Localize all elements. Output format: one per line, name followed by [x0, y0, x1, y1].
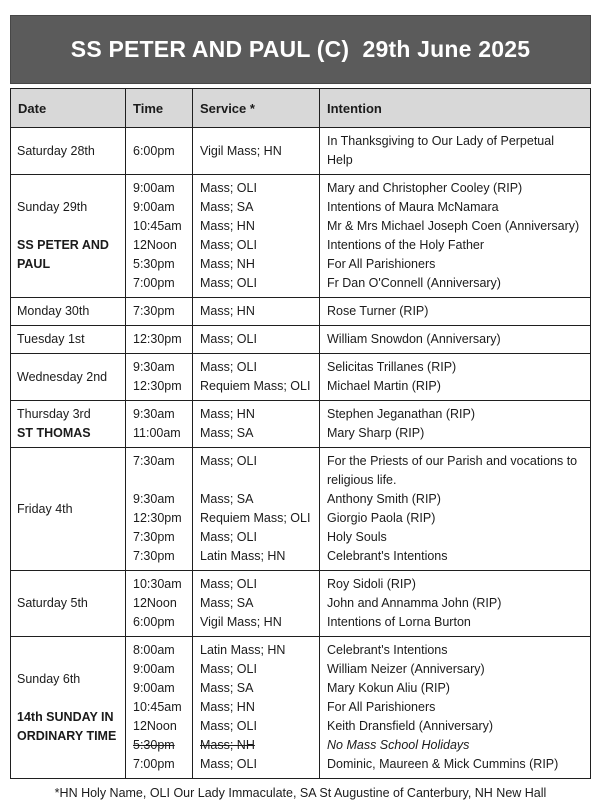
time-cell: [126, 448, 193, 490]
intention-cell: [320, 613, 590, 636]
service-cell-text: Mass; SA: [200, 596, 254, 610]
service-cell: [193, 175, 320, 198]
intention-cell-text: For All Parishioners: [327, 700, 436, 714]
time-cell: [126, 198, 193, 217]
schedule-body: [11, 127, 590, 778]
intention-cell: [320, 637, 590, 660]
intention-cell-text: Mary and Christopher Cooley (RIP): [327, 181, 523, 195]
service-cell-text: Requiem Mass; OLI: [200, 511, 311, 525]
schedule-entry: [126, 255, 590, 274]
intention-cell-text: Intentions of Maura McNamara: [327, 200, 499, 214]
abbreviation-key: *HN Holy Name, OLI Our Lady Immaculate, SA St Augustine of Canterbury, NH New Hall: [54, 786, 547, 800]
schedule-entry: [126, 236, 590, 255]
intention-cell: [320, 594, 590, 613]
column-header-time: Time: [126, 89, 193, 127]
intention-cell-text: William Snowdon (Anniversary): [327, 332, 501, 346]
date-cell: [11, 298, 126, 325]
time-cell-text: 12:30pm: [133, 379, 182, 393]
schedule-entry: [126, 274, 590, 297]
time-cell: [126, 401, 193, 424]
time-cell-text: 12:30pm: [133, 511, 182, 525]
intention-cell: [320, 424, 590, 447]
service-cell-text: Vigil Mass; HN: [200, 143, 282, 158]
service-cell: [193, 448, 320, 490]
intention-cell-text: Michael Martin (RIP): [327, 379, 441, 393]
intention-cell: [320, 128, 590, 174]
time-cell: [126, 236, 193, 255]
entries-group: [126, 298, 590, 325]
time-cell: [126, 660, 193, 679]
date-label: Thursday 3rd: [17, 407, 91, 421]
intention-cell: [320, 490, 590, 509]
service-cell: [193, 354, 320, 377]
intention-cell: [320, 547, 590, 570]
intention-cell: [320, 377, 590, 400]
column-header-intention: Intention: [327, 101, 382, 116]
time-cell: [126, 613, 193, 636]
date-sublabel: ST THOMAS: [17, 426, 91, 440]
schedule-entry: [126, 448, 590, 490]
entries-group: [126, 326, 590, 353]
intention-cell-text: Intentions of Lorna Burton: [327, 615, 471, 629]
date-cell: [11, 354, 126, 400]
time-cell-text: 8:00am: [133, 643, 175, 657]
mass-schedule-table: [10, 88, 591, 779]
table-row: [11, 636, 590, 778]
time-cell: [126, 528, 193, 547]
time-cell-text: 12:30pm: [133, 332, 182, 346]
service-cell: [193, 679, 320, 698]
service-cell-text: Mass; OLI: [200, 181, 257, 195]
time-cell-text: 7:30pm: [133, 530, 175, 544]
intention-cell: [320, 198, 590, 217]
date-cell: [11, 401, 126, 447]
schedule-entry: [126, 698, 590, 717]
service-cell-text: Mass; SA: [200, 426, 254, 440]
schedule-entry: [126, 509, 590, 528]
intention-cell-text: For the Priests of our Parish and vocations to religious life.: [327, 454, 578, 487]
time-cell-text: 9:30am: [133, 407, 175, 421]
service-cell-text: Mass; SA: [200, 681, 254, 695]
intention-cell-text: Selicitas Trillanes (RIP): [327, 360, 457, 374]
time-cell-text: 6:00pm: [133, 143, 175, 158]
service-cell: [193, 509, 320, 528]
schedule-entry: [126, 198, 590, 217]
date-label: Friday 4th: [17, 501, 73, 516]
date-cell: [11, 571, 126, 636]
time-cell-text: 12Noon: [133, 596, 177, 610]
schedule-entry: [126, 594, 590, 613]
schedule-entry: [126, 490, 590, 509]
service-cell-text: Mass; OLI: [200, 276, 257, 290]
service-cell: [193, 594, 320, 613]
service-cell-text: Latin Mass; HN: [200, 549, 286, 563]
intention-cell: [320, 298, 590, 325]
service-cell-text: Mass; HN: [200, 219, 255, 233]
service-cell: [193, 660, 320, 679]
service-cell: [193, 326, 320, 353]
entries-group: [126, 401, 590, 447]
time-cell-text: 9:00am: [133, 681, 175, 695]
intention-cell-text: Celebrant's Intentions: [327, 549, 448, 563]
time-cell: [126, 217, 193, 236]
service-cell: [193, 613, 320, 636]
time-cell: [126, 698, 193, 717]
date-sublabel: SS PETER AND PAUL: [17, 238, 109, 271]
intention-cell: [320, 698, 590, 717]
date-label: Saturday 28th: [17, 143, 95, 158]
schedule-entry: [126, 175, 590, 198]
schedule-entry: [126, 528, 590, 547]
intention-cell: [320, 354, 590, 377]
service-cell-text: Mass; OLI: [200, 454, 257, 468]
time-cell-text: 11:00am: [133, 426, 181, 440]
intention-cell-text: Stephen Jeganathan (RIP): [327, 407, 476, 421]
service-cell-text: Mass; OLI: [200, 238, 257, 252]
intention-cell: [320, 509, 590, 528]
intention-cell-text: Mary Sharp (RIP): [327, 426, 425, 440]
intention-cell: [320, 255, 590, 274]
date-label: Wednesday 2nd: [17, 369, 108, 384]
service-cell-text: Mass; HN: [200, 407, 255, 421]
table-row: [11, 447, 590, 570]
schedule-entry: [126, 424, 590, 447]
time-cell: [126, 490, 193, 509]
date-cell: [11, 637, 126, 778]
service-cell-text: Mass; SA: [200, 492, 254, 506]
table-row: [11, 570, 590, 636]
service-cell-text: Mass; OLI: [200, 757, 257, 771]
time-cell: [126, 547, 193, 570]
time-cell: [126, 326, 193, 353]
service-cell-text: Mass; NH: [200, 257, 255, 271]
service-cell: [193, 547, 320, 570]
table-row: [11, 325, 590, 353]
schedule-entry: [126, 755, 590, 778]
schedule-entry: [126, 354, 590, 377]
service-cell: [193, 490, 320, 509]
time-cell: [126, 679, 193, 698]
time-cell: [126, 637, 193, 660]
service-cell-text: Mass; OLI: [200, 719, 257, 733]
date-cell: [11, 128, 126, 174]
schedule-entry: [126, 736, 590, 755]
service-cell-text: Mass; HN: [200, 700, 255, 714]
date-label: Sunday 6th: [17, 671, 81, 686]
date-label: Monday 30th: [17, 304, 90, 318]
service-cell: [193, 255, 320, 274]
time-cell-text: 5:30pm: [133, 257, 175, 271]
intention-cell: [320, 528, 590, 547]
intention-cell-text: William Neizer (Anniversary): [327, 662, 485, 676]
schedule-entry: [126, 326, 590, 353]
schedule-entry: [126, 571, 590, 594]
service-cell: [193, 637, 320, 660]
table-row: [11, 400, 590, 447]
intention-cell: [320, 326, 590, 353]
intention-cell: [320, 236, 590, 255]
time-cell: [126, 594, 193, 613]
service-cell: [193, 217, 320, 236]
intention-cell-text: Holy Souls: [327, 530, 387, 544]
date-label: Sunday 29th: [17, 200, 88, 214]
service-cell-text: Mass; OLI: [200, 332, 257, 346]
intention-cell-text: Roy Sidoli (RIP): [327, 577, 416, 591]
intention-cell-text: In Thanksgiving to Our Lady of Perpetual Help: [327, 134, 554, 167]
service-cell-text: Mass; OLI: [200, 360, 257, 374]
schedule-entry: [126, 298, 590, 325]
table-row: [11, 174, 590, 297]
schedule-entry: [126, 679, 590, 698]
time-cell-text: 5:30pm: [133, 738, 175, 752]
schedule-entry: [126, 637, 590, 660]
intention-cell-text: Rose Turner (RIP): [327, 304, 429, 318]
schedule-entry: [126, 377, 590, 400]
intention-cell-text: Celebrant's Intentions: [327, 643, 448, 657]
service-cell-text: Mass; OLI: [200, 530, 257, 544]
schedule-entry: [126, 613, 590, 636]
date-label: Saturday 5th: [17, 596, 88, 610]
service-cell-text: Mass; OLI: [200, 577, 257, 591]
intention-cell: [320, 660, 590, 679]
schedule-entry: [126, 547, 590, 570]
entries-group: [126, 571, 590, 636]
date-cell: [11, 448, 126, 570]
intention-cell-text: Intentions of the Holy Father: [327, 238, 485, 252]
table-row: [11, 353, 590, 400]
service-cell: [193, 236, 320, 255]
time-cell-text: 12Noon: [133, 719, 177, 733]
service-cell: [193, 298, 320, 325]
service-cell: [193, 424, 320, 447]
time-cell: [126, 717, 193, 736]
service-cell: [193, 717, 320, 736]
date-cell: [11, 326, 126, 353]
date-label: Tuesday 1st: [17, 332, 85, 346]
service-cell: [193, 377, 320, 400]
intention-cell-text: John and Annamma John (RIP): [327, 596, 502, 610]
service-cell: [193, 401, 320, 424]
service-cell-text: Vigil Mass; HN: [200, 615, 282, 629]
time-cell-text: 9:00am: [133, 181, 175, 195]
date-sublabel: 14th SUNDAY IN ORDINARY TIME: [17, 709, 117, 743]
time-cell-text: 6:00pm: [133, 615, 175, 629]
intention-cell-text: Giorgio Paola (RIP): [327, 511, 436, 525]
service-cell-text: Mass; NH: [200, 738, 255, 752]
schedule-entry: [126, 401, 590, 424]
time-cell: [126, 255, 193, 274]
table-row: [11, 297, 590, 325]
table-row: [11, 127, 590, 174]
intention-cell-text: Dominic, Maureen & Mick Cummins (RIP): [327, 757, 559, 771]
intention-cell-text: Anthony Smith (RIP): [327, 492, 441, 506]
intention-cell: [320, 755, 590, 778]
schedule-entry: [126, 660, 590, 679]
intention-cell-text: Mary Kokun Aliu (RIP): [327, 681, 450, 695]
entries-group: [126, 354, 590, 400]
time-cell-text: 10:45am: [133, 700, 182, 714]
intention-cell: [320, 571, 590, 594]
entries-group: [126, 448, 590, 570]
time-cell-text: 7:30pm: [133, 549, 175, 563]
time-cell-text: 9:30am: [133, 360, 175, 374]
time-cell-text: 7:30pm: [133, 304, 175, 318]
intention-cell: [320, 736, 590, 755]
time-cell: [126, 755, 193, 778]
time-cell: [126, 175, 193, 198]
intention-cell: [320, 175, 590, 198]
time-cell: [126, 128, 193, 174]
time-cell: [126, 424, 193, 447]
column-header-service: Service *: [193, 89, 320, 127]
time-cell-text: 9:00am: [133, 662, 175, 676]
intention-cell-text: Keith Dransfield (Anniversary): [327, 719, 494, 733]
service-cell-text: Mass; OLI: [200, 662, 257, 676]
date-cell: [11, 175, 126, 297]
time-cell-text: 10:30am: [133, 577, 182, 591]
service-cell: [193, 755, 320, 778]
service-cell: [193, 274, 320, 297]
entries-group: [126, 175, 590, 297]
service-cell-text: Requiem Mass; OLI: [200, 379, 311, 393]
intention-cell: [320, 679, 590, 698]
entries-group: [126, 128, 590, 174]
intention-cell: [320, 401, 590, 424]
time-cell-text: 9:00am: [133, 200, 175, 214]
intention-cell-text: Fr Dan O'Connell (Anniversary): [327, 276, 501, 290]
service-cell-text: Mass; SA: [200, 200, 254, 214]
entries-group: [126, 637, 590, 778]
service-cell-text: Mass; HN: [200, 304, 255, 318]
time-cell: [126, 571, 193, 594]
service-cell: [193, 198, 320, 217]
time-cell: [126, 274, 193, 297]
service-cell: [193, 571, 320, 594]
time-cell-text: 10:45am: [133, 219, 182, 233]
schedule-entry: [126, 217, 590, 236]
time-cell-text: 9:30am: [133, 492, 175, 506]
intention-cell-text: For All Parishioners: [327, 257, 436, 271]
intention-cell: [320, 274, 590, 297]
time-cell-text: 7:30am: [133, 454, 175, 468]
service-cell: [193, 698, 320, 717]
service-cell: [193, 128, 320, 174]
service-cell-text: Latin Mass; HN: [200, 643, 286, 657]
schedule-entry: [126, 128, 590, 174]
page-title: SS PETER AND PAUL (C) 29th June 2025: [10, 15, 591, 84]
column-header-date: Date: [11, 89, 126, 127]
intention-cell: [320, 217, 590, 236]
schedule-entry: [126, 717, 590, 736]
time-cell-text: 7:00pm: [133, 757, 175, 771]
time-cell: [126, 354, 193, 377]
service-cell: [193, 528, 320, 547]
intention-cell: [320, 448, 590, 490]
time-cell: [126, 509, 193, 528]
time-cell: [126, 298, 193, 325]
service-cell: [193, 736, 320, 755]
time-cell: [126, 377, 193, 400]
intention-cell-text: No Mass School Holidays: [327, 738, 470, 752]
intention-cell-text: Mr & Mrs Michael Joseph Coen (Anniversary): [327, 219, 580, 233]
intention-cell: [320, 717, 590, 736]
time-cell-text: 7:00pm: [133, 276, 175, 290]
time-cell-text: 12Noon: [133, 238, 177, 252]
time-cell: [126, 736, 193, 755]
table-header-row: [11, 89, 590, 127]
